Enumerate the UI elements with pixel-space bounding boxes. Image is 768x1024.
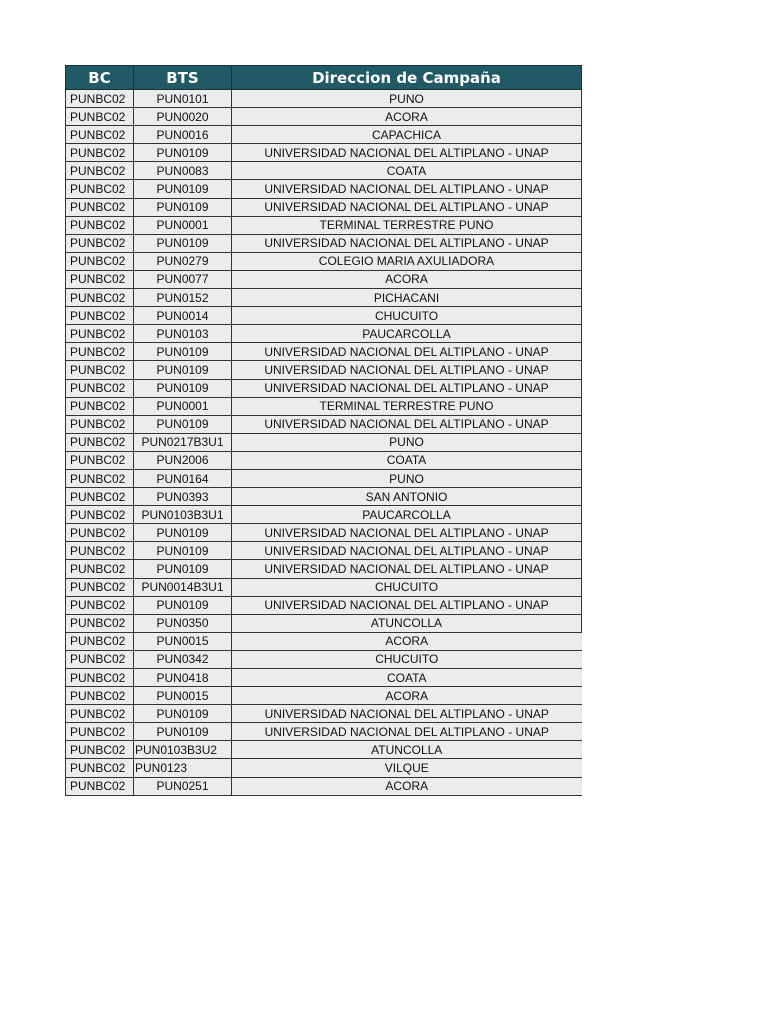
header-bc[interactable]: BC bbox=[66, 66, 134, 90]
table-row bbox=[66, 433, 582, 451]
table-row bbox=[66, 614, 582, 632]
cell-bts[interactable]: PUN0016 bbox=[134, 126, 232, 144]
table-row bbox=[66, 343, 582, 361]
cell-bc[interactable]: PUNBC02 bbox=[66, 506, 134, 524]
cell-bts[interactable]: PUN0123 bbox=[134, 759, 232, 777]
table-row bbox=[66, 578, 582, 596]
table-row bbox=[66, 650, 582, 668]
table-row bbox=[66, 216, 582, 234]
table-row bbox=[66, 741, 582, 759]
table-row bbox=[66, 723, 582, 741]
cell-bts[interactable]: PUN0418 bbox=[134, 669, 232, 687]
cell-direccion[interactable]: COLEGIO MARIA AXULIADORA bbox=[232, 252, 582, 270]
cell-direccion[interactable]: ACORA bbox=[232, 108, 582, 126]
cell-bc[interactable]: PUNBC02 bbox=[66, 126, 134, 144]
cell-bc[interactable]: PUNBC02 bbox=[66, 397, 134, 415]
table-row bbox=[66, 488, 582, 506]
cell-direccion[interactable]: SAN ANTONIO bbox=[232, 488, 582, 506]
cell-bts[interactable]: PUN0393 bbox=[134, 488, 232, 506]
cell-direccion[interactable]: UNIVERSIDAD NACIONAL DEL ALTIPLANO - UNAP bbox=[232, 198, 582, 216]
cell-direccion[interactable]: UNIVERSIDAD NACIONAL DEL ALTIPLANO - UNAP bbox=[232, 415, 582, 433]
table-row bbox=[66, 632, 582, 650]
cell-bts[interactable]: PUN0015 bbox=[134, 632, 232, 650]
cell-bc[interactable]: PUNBC02 bbox=[66, 705, 134, 723]
cell-direccion[interactable]: UNIVERSIDAD NACIONAL DEL ALTIPLANO - UNAP bbox=[232, 343, 582, 361]
cell-direccion[interactable]: UNIVERSIDAD NACIONAL DEL ALTIPLANO - UNAP bbox=[232, 361, 582, 379]
cell-bc[interactable]: PUNBC02 bbox=[66, 307, 134, 325]
cell-bts[interactable]: PUN0103B3U2 bbox=[134, 741, 232, 759]
cell-direccion[interactable]: UNIVERSIDAD NACIONAL DEL ALTIPLANO - UNAP bbox=[232, 379, 582, 397]
cell-direccion[interactable]: UNIVERSIDAD NACIONAL DEL ALTIPLANO - UNAP bbox=[232, 723, 582, 741]
cell-bc[interactable]: PUNBC02 bbox=[66, 741, 134, 759]
table-row bbox=[66, 415, 582, 433]
cell-bts[interactable]: PUN0109 bbox=[134, 415, 232, 433]
cell-bc[interactable]: PUNBC02 bbox=[66, 325, 134, 343]
cell-direccion[interactable]: ATUNCOLLA bbox=[232, 614, 582, 632]
cell-bc[interactable]: PUNBC02 bbox=[66, 216, 134, 234]
table-row bbox=[66, 162, 582, 180]
cell-direccion[interactable]: COATA bbox=[232, 162, 582, 180]
table-row bbox=[66, 252, 582, 270]
table-row bbox=[66, 361, 582, 379]
cell-direccion[interactable]: CHUCUITO bbox=[232, 307, 582, 325]
table-row bbox=[66, 289, 582, 307]
cell-bc[interactable]: PUNBC02 bbox=[66, 289, 134, 307]
cell-bts[interactable]: PUN0020 bbox=[134, 108, 232, 126]
cell-direccion[interactable]: UNIVERSIDAD NACIONAL DEL ALTIPLANO - UNAP bbox=[232, 542, 582, 560]
cell-bc[interactable]: PUNBC02 bbox=[66, 687, 134, 705]
cell-bts[interactable]: PUN0109 bbox=[134, 144, 232, 162]
cell-bts[interactable]: PUN2006 bbox=[134, 451, 232, 469]
table-row bbox=[66, 234, 582, 252]
cell-bts[interactable]: PUN0109 bbox=[134, 234, 232, 252]
cell-direccion[interactable]: UNIVERSIDAD NACIONAL DEL ALTIPLANO - UNAP bbox=[232, 234, 582, 252]
table-row bbox=[66, 397, 582, 415]
cell-direccion[interactable]: CAPACHICA bbox=[232, 126, 582, 144]
cell-bts[interactable]: PUN0279 bbox=[134, 252, 232, 270]
table-header bbox=[66, 66, 582, 90]
cell-bc[interactable]: PUNBC02 bbox=[66, 469, 134, 487]
cell-bc[interactable]: PUNBC02 bbox=[66, 669, 134, 687]
cell-direccion[interactable]: PICHACANI bbox=[232, 289, 582, 307]
cell-bc[interactable]: PUNBC02 bbox=[66, 433, 134, 451]
table-row bbox=[66, 669, 582, 687]
cell-bc[interactable]: PUNBC02 bbox=[66, 632, 134, 650]
cell-direccion[interactable]: TERMINAL TERRESTRE PUNO bbox=[232, 216, 582, 234]
cell-direccion[interactable]: TERMINAL TERRESTRE PUNO bbox=[232, 397, 582, 415]
table-row bbox=[66, 469, 582, 487]
cell-direccion[interactable]: UNIVERSIDAD NACIONAL DEL ALTIPLANO - UNAP bbox=[232, 524, 582, 542]
cell-bts[interactable]: PUN0109 bbox=[134, 723, 232, 741]
cell-bts[interactable]: PUN0014 bbox=[134, 307, 232, 325]
cell-direccion[interactable]: UNIVERSIDAD NACIONAL DEL ALTIPLANO - UNAP bbox=[232, 596, 582, 614]
cell-bc[interactable]: PUNBC02 bbox=[66, 270, 134, 288]
cell-bts[interactable]: PUN0164 bbox=[134, 469, 232, 487]
cell-bc[interactable]: PUNBC02 bbox=[66, 596, 134, 614]
cell-bc[interactable]: PUNBC02 bbox=[66, 198, 134, 216]
table-row bbox=[66, 451, 582, 469]
cell-bts[interactable]: PUN0350 bbox=[134, 614, 232, 632]
cell-bts[interactable]: PUN0109 bbox=[134, 343, 232, 361]
cell-direccion[interactable]: PUNO bbox=[232, 469, 582, 487]
table-row bbox=[66, 759, 582, 777]
table-row bbox=[66, 777, 582, 795]
cell-direccion[interactable]: UNIVERSIDAD NACIONAL DEL ALTIPLANO - UNAP bbox=[232, 560, 582, 578]
cell-bc[interactable]: PUNBC02 bbox=[66, 759, 134, 777]
cell-direccion[interactable]: PUNO bbox=[232, 90, 582, 108]
table-row bbox=[66, 180, 582, 198]
cell-bc[interactable]: PUNBC02 bbox=[66, 234, 134, 252]
cell-bts[interactable]: PUN0109 bbox=[134, 705, 232, 723]
table-row bbox=[66, 560, 582, 578]
cell-bts[interactable]: PUN0109 bbox=[134, 379, 232, 397]
cell-bc[interactable]: PUNBC02 bbox=[66, 144, 134, 162]
cell-bts[interactable]: PUN0109 bbox=[134, 560, 232, 578]
cell-bc[interactable]: PUNBC02 bbox=[66, 723, 134, 741]
spreadsheet-area bbox=[65, 65, 581, 796]
cell-bc[interactable]: PUNBC02 bbox=[66, 777, 134, 795]
cell-bc[interactable]: PUNBC02 bbox=[66, 415, 134, 433]
cell-bc[interactable]: PUNBC02 bbox=[66, 162, 134, 180]
table-row bbox=[66, 307, 582, 325]
cell-direccion[interactable]: UNIVERSIDAD NACIONAL DEL ALTIPLANO - UNAP bbox=[232, 180, 582, 198]
cell-direccion[interactable]: ACORA bbox=[232, 270, 582, 288]
cell-bc[interactable]: PUNBC02 bbox=[66, 578, 134, 596]
cell-bc[interactable]: PUNBC02 bbox=[66, 614, 134, 632]
cell-bts[interactable]: PUN0342 bbox=[134, 650, 232, 668]
cell-bts[interactable]: PUN0109 bbox=[134, 596, 232, 614]
table-row bbox=[66, 144, 582, 162]
header-bts[interactable]: BTS bbox=[134, 66, 232, 90]
cell-bc[interactable]: PUNBC02 bbox=[66, 180, 134, 198]
cell-direccion[interactable]: PAUCARCOLLA bbox=[232, 325, 582, 343]
cell-bts[interactable]: PUN0103 bbox=[134, 325, 232, 343]
cell-bc[interactable]: PUNBC02 bbox=[66, 524, 134, 542]
cell-bts[interactable]: PUN0014B3U1 bbox=[134, 578, 232, 596]
table-body bbox=[66, 90, 582, 796]
table-row bbox=[66, 325, 582, 343]
cell-bc[interactable]: PUNBC02 bbox=[66, 560, 134, 578]
cell-direccion[interactable]: COATA bbox=[232, 669, 582, 687]
cell-bts[interactable]: PUN0103B3U1 bbox=[134, 506, 232, 524]
table-row bbox=[66, 542, 582, 560]
campaign-table bbox=[65, 65, 582, 796]
cell-direccion[interactable]: ACORA bbox=[232, 777, 582, 795]
cell-bc[interactable]: PUNBC02 bbox=[66, 252, 134, 270]
cell-bts[interactable]: PUN0083 bbox=[134, 162, 232, 180]
table-row bbox=[66, 198, 582, 216]
cell-direccion[interactable]: ATUNCOLLA bbox=[232, 741, 582, 759]
cell-bts[interactable]: PUN0217B3U1 bbox=[134, 433, 232, 451]
cell-bts[interactable]: PUN0109 bbox=[134, 198, 232, 216]
cell-direccion[interactable]: COATA bbox=[232, 451, 582, 469]
table-row bbox=[66, 90, 582, 108]
table-row bbox=[66, 687, 582, 705]
cell-bc[interactable]: PUNBC02 bbox=[66, 361, 134, 379]
cell-bc[interactable]: PUNBC02 bbox=[66, 488, 134, 506]
cell-bc[interactable]: PUNBC02 bbox=[66, 542, 134, 560]
header-direccion[interactable]: Direccion de Campaña bbox=[232, 66, 582, 90]
cell-bts[interactable]: PUN0109 bbox=[134, 361, 232, 379]
table-row bbox=[66, 108, 582, 126]
cell-direccion[interactable]: UNIVERSIDAD NACIONAL DEL ALTIPLANO - UNAP bbox=[232, 705, 582, 723]
cell-bc[interactable]: PUNBC02 bbox=[66, 379, 134, 397]
cell-bts[interactable]: PUN0109 bbox=[134, 180, 232, 198]
cell-direccion[interactable]: ACORA bbox=[232, 632, 582, 650]
cell-direccion[interactable]: ACORA bbox=[232, 687, 582, 705]
table-row bbox=[66, 506, 582, 524]
cell-bts[interactable]: PUN0001 bbox=[134, 216, 232, 234]
table-row bbox=[66, 270, 582, 288]
cell-direccion[interactable]: CHUCUITO bbox=[232, 578, 582, 596]
cell-bc[interactable]: PUNBC02 bbox=[66, 108, 134, 126]
table-row bbox=[66, 379, 582, 397]
cell-direccion[interactable]: PAUCARCOLLA bbox=[232, 506, 582, 524]
table-row bbox=[66, 705, 582, 723]
cell-bts[interactable]: PUN0077 bbox=[134, 270, 232, 288]
cell-direccion[interactable]: CHUCUITO bbox=[232, 650, 582, 668]
cell-bc[interactable]: PUNBC02 bbox=[66, 90, 134, 108]
cell-bts[interactable]: PUN0101 bbox=[134, 90, 232, 108]
table-row bbox=[66, 524, 582, 542]
cell-bc[interactable]: PUNBC02 bbox=[66, 343, 134, 361]
cell-direccion[interactable]: PUNO bbox=[232, 433, 582, 451]
cell-bts[interactable]: PUN0152 bbox=[134, 289, 232, 307]
cell-bts[interactable]: PUN0109 bbox=[134, 542, 232, 560]
table-row bbox=[66, 596, 582, 614]
cell-bc[interactable]: PUNBC02 bbox=[66, 650, 134, 668]
cell-bts[interactable]: PUN0015 bbox=[134, 687, 232, 705]
table-row bbox=[66, 126, 582, 144]
cell-bc[interactable]: PUNBC02 bbox=[66, 451, 134, 469]
cell-direccion[interactable]: VILQUE bbox=[232, 759, 582, 777]
header-row bbox=[66, 66, 582, 90]
cell-bts[interactable]: PUN0001 bbox=[134, 397, 232, 415]
cell-bts[interactable]: PUN0251 bbox=[134, 777, 232, 795]
cell-bts[interactable]: PUN0109 bbox=[134, 524, 232, 542]
cell-direccion[interactable]: UNIVERSIDAD NACIONAL DEL ALTIPLANO - UNAP bbox=[232, 144, 582, 162]
